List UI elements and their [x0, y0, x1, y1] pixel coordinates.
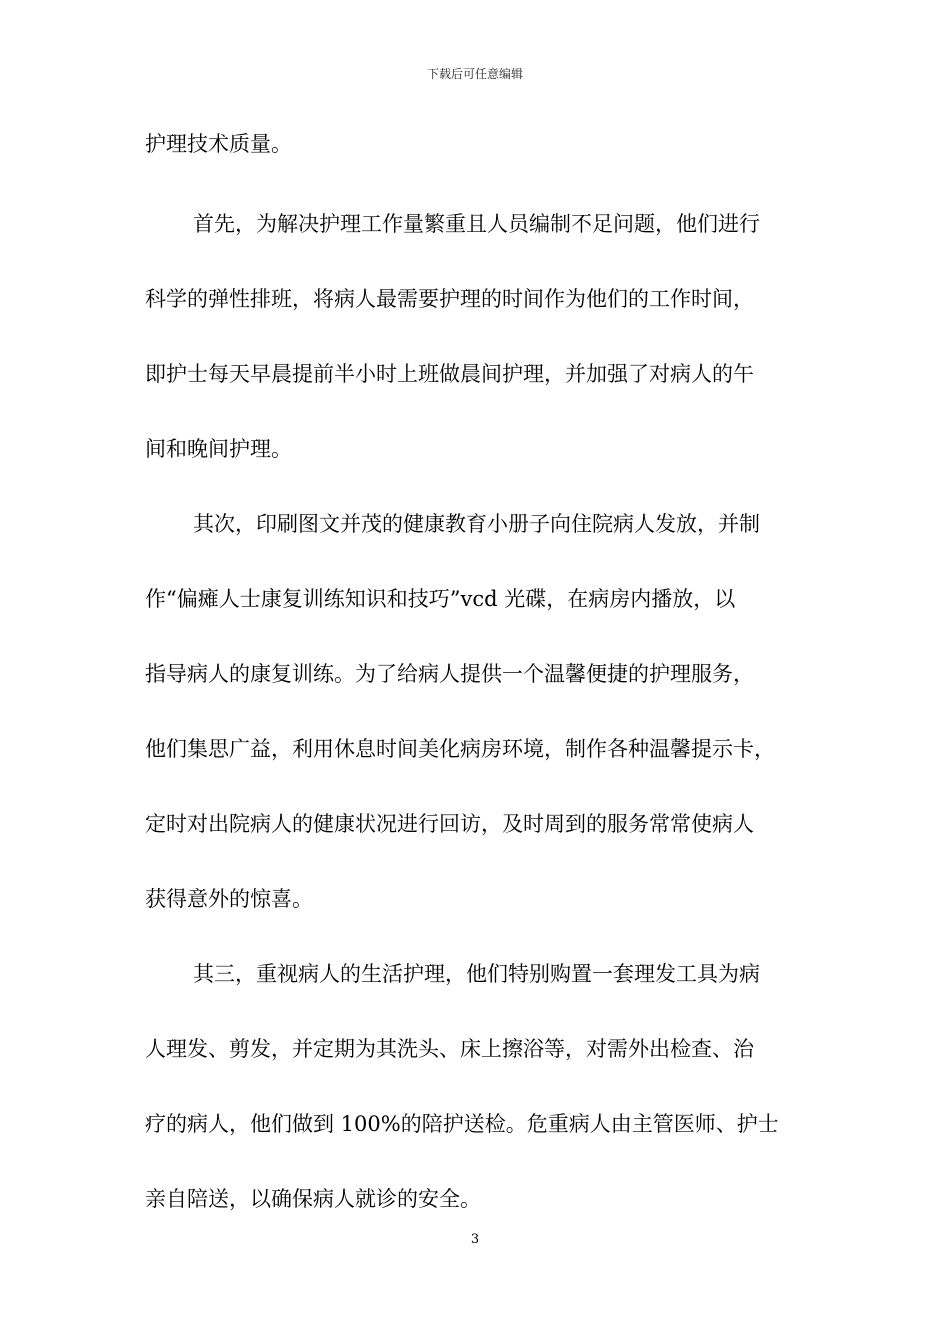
- page-number: 3: [470, 1232, 480, 1247]
- paragraph-first-line: 其三，重视病人的生活护理，他们特别购置一套理发工具为病: [193, 962, 760, 986]
- paragraph-first-line: 首先，为解决护理工作量繁重且人员编制不足问题，他们进行: [193, 212, 760, 236]
- text-line: 作“偏瘫人士康复训练知识和技巧”vcd 光碟，在病房内播放，以: [145, 587, 736, 611]
- text-line: 间和晚间护理。: [145, 437, 292, 461]
- text-line: 人理发、剪发，并定期为其洗头、床上擦浴等，对需外出检查、治: [145, 1037, 754, 1061]
- text-line: 定时对出院病人的健康状况进行回访，及时周到的服务常常使病人: [145, 812, 754, 836]
- text-line: 科学的弹性排班，将病人最需要护理的时间作为他们的工作时间，: [145, 287, 754, 311]
- text-line: 即护士每天早晨提前半小时上班做晨间护理，并加强了对病人的午: [145, 362, 754, 386]
- paragraph-first-line: 其次，印刷图文并茂的健康教育小册子向住院病人发放，并制: [193, 512, 760, 536]
- text-line: 获得意外的惊喜。: [145, 887, 313, 911]
- text-line: 他们集思广益，利用休息时间美化病房环境，制作各种温馨提示卡，: [145, 737, 775, 761]
- page-header: 下载后可任意编辑: [426, 67, 523, 81]
- text-line: 护理技术质量。: [145, 132, 292, 156]
- text-line: 疗的病人，他们做到 100%的陪护送检。危重病人由主管医师、护士: [145, 1112, 779, 1136]
- text-line: 指导病人的康复训练。为了给病人提供一个温馨便捷的护理服务，: [145, 662, 754, 686]
- text-line: 亲自陪送，以确保病人就诊的安全。: [145, 1187, 481, 1211]
